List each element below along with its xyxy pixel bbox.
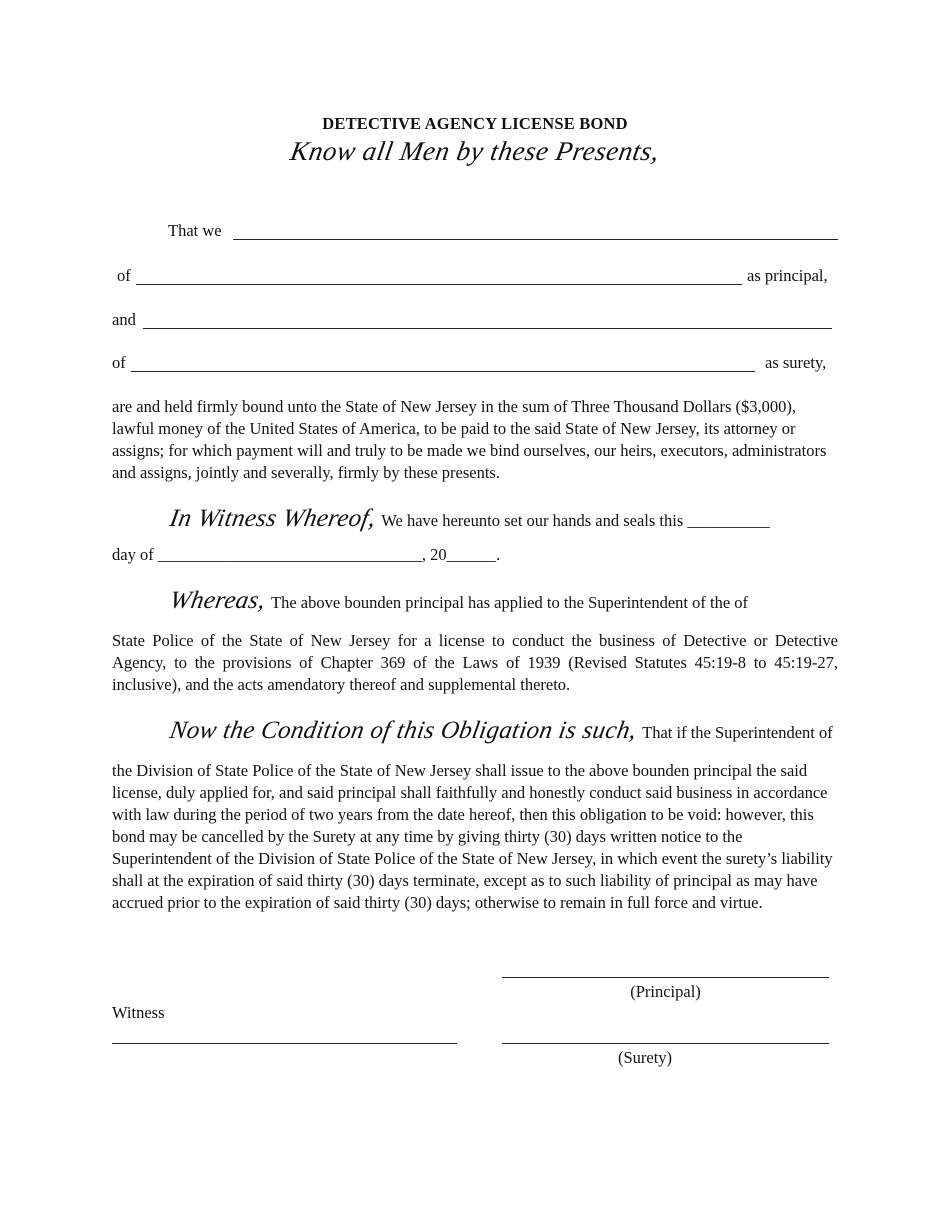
document-subtitle: Know all Men by these Presents,: [288, 136, 662, 166]
as-surety-label: as surety,: [765, 353, 827, 372]
surety-signature-line[interactable]: [502, 1043, 829, 1044]
surety-name-line[interactable]: [143, 328, 832, 329]
witness-label: Witness: [112, 1003, 165, 1022]
witness-signature-line[interactable]: [112, 1043, 457, 1044]
surety-address-line[interactable]: [131, 371, 755, 372]
condition-script-heading: Now the Condition of this Obligation is such,: [167, 717, 639, 744]
day-of-line: day of ________________________________, 20______.: [112, 545, 501, 564]
principal-address-line[interactable]: [136, 284, 742, 285]
witness-clause-line: [167, 505, 770, 533]
principal-of-label: of: [117, 266, 131, 285]
whereas-script-heading: Whereas,: [167, 587, 268, 614]
witness-clause-text: We have hereunto set our hands and seals this __________: [381, 511, 770, 530]
principal-signature-line[interactable]: [502, 977, 829, 978]
surety-label: (Surety): [617, 1048, 673, 1067]
that-we-label: That we: [168, 221, 222, 240]
condition-line: [167, 717, 833, 745]
surety-of-label: of: [112, 353, 126, 372]
whereas-line: [167, 587, 749, 615]
witness-script-heading: In Witness Whereof,: [167, 505, 378, 532]
whereas-paragraph: State Police of the State of New Jersey for a license to conduct the business of Detective or Detective Agency, to the provisions of Chapter 369 of the Laws of 1939 (Revised Statutes 45:19-8 to 45:19-27, inclusive), and the acts amendatory thereof and supplemental thereto.: [112, 631, 838, 694]
document-title: DETECTIVE AGENCY LICENSE BOND: [322, 114, 628, 133]
condition-paragraph: the Division of State Police of the State of New Jersey shall issue to the above bounden principal the said license, duly applied for, and said principal shall faithfully and honestly conduct said business in accordance with law during the period of two years from the date hereof, then this obligation to be void: however, this bond may be cancelled by the Surety at any time by giving thirty (30) days written notice to the Superintendent of the Division of State Police of the State of New Jersey, in which event the surety’s liability shall at the expiration of said thirty (30) days terminate, except as to such liability of principal as may have accrued prior to the expiration of said thirty (30) days; otherwise to remain in full force and virtue.: [112, 761, 833, 912]
as-principal-label: as principal,: [747, 266, 828, 285]
condition-text: That if the Superintendent of: [642, 723, 833, 742]
bond-paragraph: are and held firmly bound unto the State of New Jersey in the sum of Three Thousand Dollars ($3,000), lawful money of the United States of America, to be paid to the said State of New Jersey, its attorney or assigns; for which payment will and truly to be made we bind ourselves, our heirs, executors, administrators and assigns, jointly and severally, firmly by these presents.: [112, 397, 827, 482]
whereas-text: The above bounden principal has applied to the Superintendent of the of: [271, 593, 749, 612]
principal-name-line[interactable]: [233, 239, 838, 240]
and-label: and: [112, 310, 136, 329]
principal-label: (Principal): [630, 982, 701, 1001]
